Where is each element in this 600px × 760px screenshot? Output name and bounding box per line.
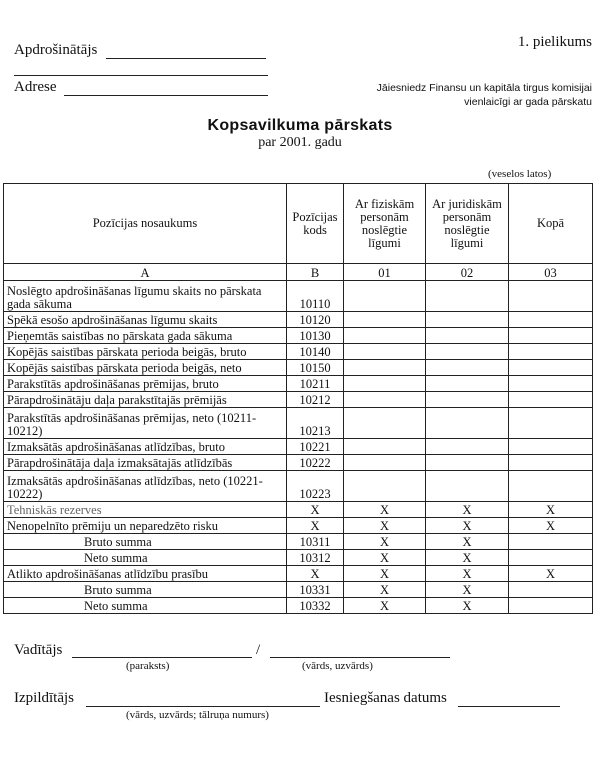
row-total-cell[interactable]: [509, 392, 593, 408]
row-code-cell: 10222: [287, 455, 344, 471]
table-row: [4, 566, 593, 582]
executor-hint: (vārds, uzvārds; tālruņa numurs): [126, 709, 269, 721]
row-total-cell[interactable]: [509, 328, 593, 344]
row-total-cell[interactable]: X: [509, 502, 593, 518]
letter-03: 03: [509, 264, 593, 281]
row-name-cell: Bruto summa: [4, 582, 287, 598]
row-name-cell: Izmaksātās apdrošināšanas atlīdzības, neto (10221-10222): [4, 471, 287, 502]
row-jur-cell[interactable]: [426, 408, 509, 439]
letter-b: B: [287, 264, 344, 281]
row-total-cell[interactable]: [509, 582, 593, 598]
row-jur-cell[interactable]: [426, 376, 509, 392]
table-row: [4, 376, 593, 392]
row-code-cell: 10221: [287, 439, 344, 455]
summary-table: [3, 183, 593, 614]
row-jur-cell[interactable]: X: [426, 502, 509, 518]
insurer-field-extra-line[interactable]: [14, 75, 268, 76]
row-total-cell[interactable]: [509, 439, 593, 455]
row-phys-cell[interactable]: [344, 360, 426, 376]
report-title: Kopsavilkuma pārskats: [207, 117, 393, 134]
letter-a: A: [4, 264, 287, 281]
row-name-cell: Pieņemtās saistības no pārskata gada sākuma: [4, 328, 287, 344]
row-jur-cell[interactable]: [426, 392, 509, 408]
table-row: [4, 281, 593, 312]
col-header-code: Pozīcijas kods: [287, 184, 344, 264]
table-row: [4, 550, 593, 566]
executor-field[interactable]: [86, 706, 320, 707]
header-row: [4, 184, 593, 264]
row-total-cell[interactable]: [509, 408, 593, 439]
row-name-cell: Parakstītās apdrošināšanas prēmijas, neto (10211-10212): [4, 408, 287, 439]
row-name-cell: Nenopelnīto prēmiju un neparedzēto risku: [4, 518, 287, 534]
row-jur-cell[interactable]: X: [426, 518, 509, 534]
submission-note-line2: vienlaicīgi ar gada pārskatu: [464, 96, 592, 108]
table-row: [4, 471, 593, 502]
row-phys-cell[interactable]: X: [344, 598, 426, 614]
row-name-cell: Spēkā esošo apdrošināšanas līgumu skaits: [4, 312, 287, 328]
row-code-cell: 10223: [287, 471, 344, 502]
units-note: (veselos latos): [488, 168, 552, 180]
submission-date-field[interactable]: [458, 706, 560, 707]
table-row: [4, 360, 593, 376]
table-row: [4, 534, 593, 550]
row-phys-cell[interactable]: [344, 439, 426, 455]
col-header-total: Kopā: [509, 184, 593, 264]
row-phys-cell[interactable]: [344, 408, 426, 439]
row-code-cell: 10332: [287, 598, 344, 614]
row-jur-cell[interactable]: [426, 455, 509, 471]
row-name-cell: Neto summa: [4, 598, 287, 614]
row-jur-cell[interactable]: X: [426, 566, 509, 582]
row-jur-cell[interactable]: X: [426, 582, 509, 598]
table-row: [4, 408, 593, 439]
table-row: [4, 598, 593, 614]
row-code-cell: 10140: [287, 344, 344, 360]
row-phys-cell[interactable]: [344, 376, 426, 392]
col-header-jur: Ar juridiskām personām noslēgtie līgumi: [426, 184, 509, 264]
table-row: [4, 582, 593, 598]
row-code-cell: 10312: [287, 550, 344, 566]
row-name-cell: Pārapdrošinātāja daļa izmaksātajās atlīdzībās: [4, 455, 287, 471]
submission-note: [377, 81, 592, 109]
row-name-cell: Kopējās saistības pārskata perioda beigās, neto: [4, 360, 287, 376]
row-phys-cell[interactable]: [344, 344, 426, 360]
row-total-cell[interactable]: [509, 455, 593, 471]
name-hint: (vārds, uzvārds): [302, 660, 373, 672]
row-phys-cell[interactable]: [344, 328, 426, 344]
row-phys-cell[interactable]: [344, 455, 426, 471]
insurer-field[interactable]: [106, 58, 266, 59]
row-phys-cell[interactable]: [344, 312, 426, 328]
row-total-cell[interactable]: [509, 534, 593, 550]
row-total-cell[interactable]: X: [509, 566, 593, 582]
row-jur-cell[interactable]: X: [426, 534, 509, 550]
row-code-cell: 10110: [287, 281, 344, 312]
insurer-label: Apdrošinātājs: [14, 42, 98, 58]
row-jur-cell[interactable]: [426, 281, 509, 312]
row-code-cell: 10211: [287, 376, 344, 392]
row-total-cell[interactable]: X: [509, 518, 593, 534]
manager-name-field[interactable]: [270, 657, 450, 658]
row-name-cell: Noslēgto apdrošināšanas līgumu skaits no pārskata gada sākuma: [4, 281, 287, 312]
row-phys-cell[interactable]: X: [344, 518, 426, 534]
row-jur-cell[interactable]: X: [426, 598, 509, 614]
letter-01: 01: [344, 264, 426, 281]
table-row: [4, 502, 593, 518]
row-name-cell: Pārapdrošinātāju daļa parakstītajās prēmijās: [4, 392, 287, 408]
row-total-cell[interactable]: [509, 471, 593, 502]
letter-02: 02: [426, 264, 509, 281]
manager-signature-field[interactable]: [72, 657, 252, 658]
appendix-label: 1. pielikums: [517, 34, 592, 50]
table-row: [4, 344, 593, 360]
table-row: [4, 328, 593, 344]
row-phys-cell[interactable]: X: [344, 534, 426, 550]
row-code-cell: 10213: [287, 408, 344, 439]
executor-label: Izpildītājs: [14, 690, 74, 706]
col-header-phys: Ar fiziskām personām noslēgtie līgumi: [344, 184, 426, 264]
row-total-cell[interactable]: [509, 312, 593, 328]
row-phys-cell[interactable]: X: [344, 550, 426, 566]
table-row: [4, 392, 593, 408]
row-jur-cell[interactable]: [426, 439, 509, 455]
row-total-cell[interactable]: [509, 360, 593, 376]
row-jur-cell[interactable]: [426, 312, 509, 328]
row-code-cell: 10212: [287, 392, 344, 408]
row-name-cell: Atlikto apdrošināšanas atlīdzību prasību: [4, 566, 287, 582]
row-total-cell[interactable]: [509, 281, 593, 312]
row-phys-cell[interactable]: X: [344, 566, 426, 582]
row-jur-cell[interactable]: [426, 360, 509, 376]
row-phys-cell[interactable]: X: [344, 582, 426, 598]
row-code-cell: 10130: [287, 328, 344, 344]
row-code-cell: 10311: [287, 534, 344, 550]
row-phys-cell[interactable]: [344, 471, 426, 502]
letter-row: [4, 264, 593, 281]
row-name-cell: Kopējās saistības pārskata perioda beigās, bruto: [4, 344, 287, 360]
manager-label: Vadītājs: [14, 642, 63, 658]
row-code-cell: 10150: [287, 360, 344, 376]
row-name-cell: Neto summa: [4, 550, 287, 566]
slash-separator: /: [256, 642, 261, 658]
signature-hint: (paraksts): [126, 660, 170, 672]
row-phys-cell[interactable]: X: [344, 502, 426, 518]
table-row: [4, 518, 593, 534]
table-row: [4, 312, 593, 328]
submission-note-line1: Jāiesniedz Finansu un kapitāla tirgus komisijai: [376, 82, 592, 94]
address-field[interactable]: [64, 95, 268, 96]
row-code-cell: X: [287, 518, 344, 534]
table-row: [4, 455, 593, 471]
row-jur-cell[interactable]: [426, 328, 509, 344]
row-jur-cell[interactable]: [426, 344, 509, 360]
row-code-cell: 10120: [287, 312, 344, 328]
row-name-cell: Parakstītās apdrošināšanas prēmijas, bruto: [4, 376, 287, 392]
row-phys-cell[interactable]: [344, 392, 426, 408]
row-code-cell: 10331: [287, 582, 344, 598]
col-header-name: Pozīcijas nosaukums: [4, 184, 287, 264]
submission-date-label: Iesniegšanas datums: [324, 690, 447, 706]
row-jur-cell[interactable]: X: [426, 550, 509, 566]
row-total-cell[interactable]: [509, 344, 593, 360]
row-name-cell: Tehniskās rezerves: [4, 502, 287, 518]
row-phys-cell[interactable]: [344, 281, 426, 312]
row-total-cell[interactable]: [509, 598, 593, 614]
row-code-cell: X: [287, 502, 344, 518]
row-name-cell: Bruto summa: [4, 534, 287, 550]
row-total-cell[interactable]: [509, 376, 593, 392]
row-total-cell[interactable]: [509, 550, 593, 566]
report-subtitle: par 2001. gadu: [258, 135, 342, 150]
row-code-cell: X: [287, 566, 344, 582]
address-label: Adrese: [14, 79, 57, 95]
row-jur-cell[interactable]: [426, 471, 509, 502]
table-row: [4, 439, 593, 455]
row-name-cell: Izmaksātās apdrošināšanas atlīdzības, bruto: [4, 439, 287, 455]
